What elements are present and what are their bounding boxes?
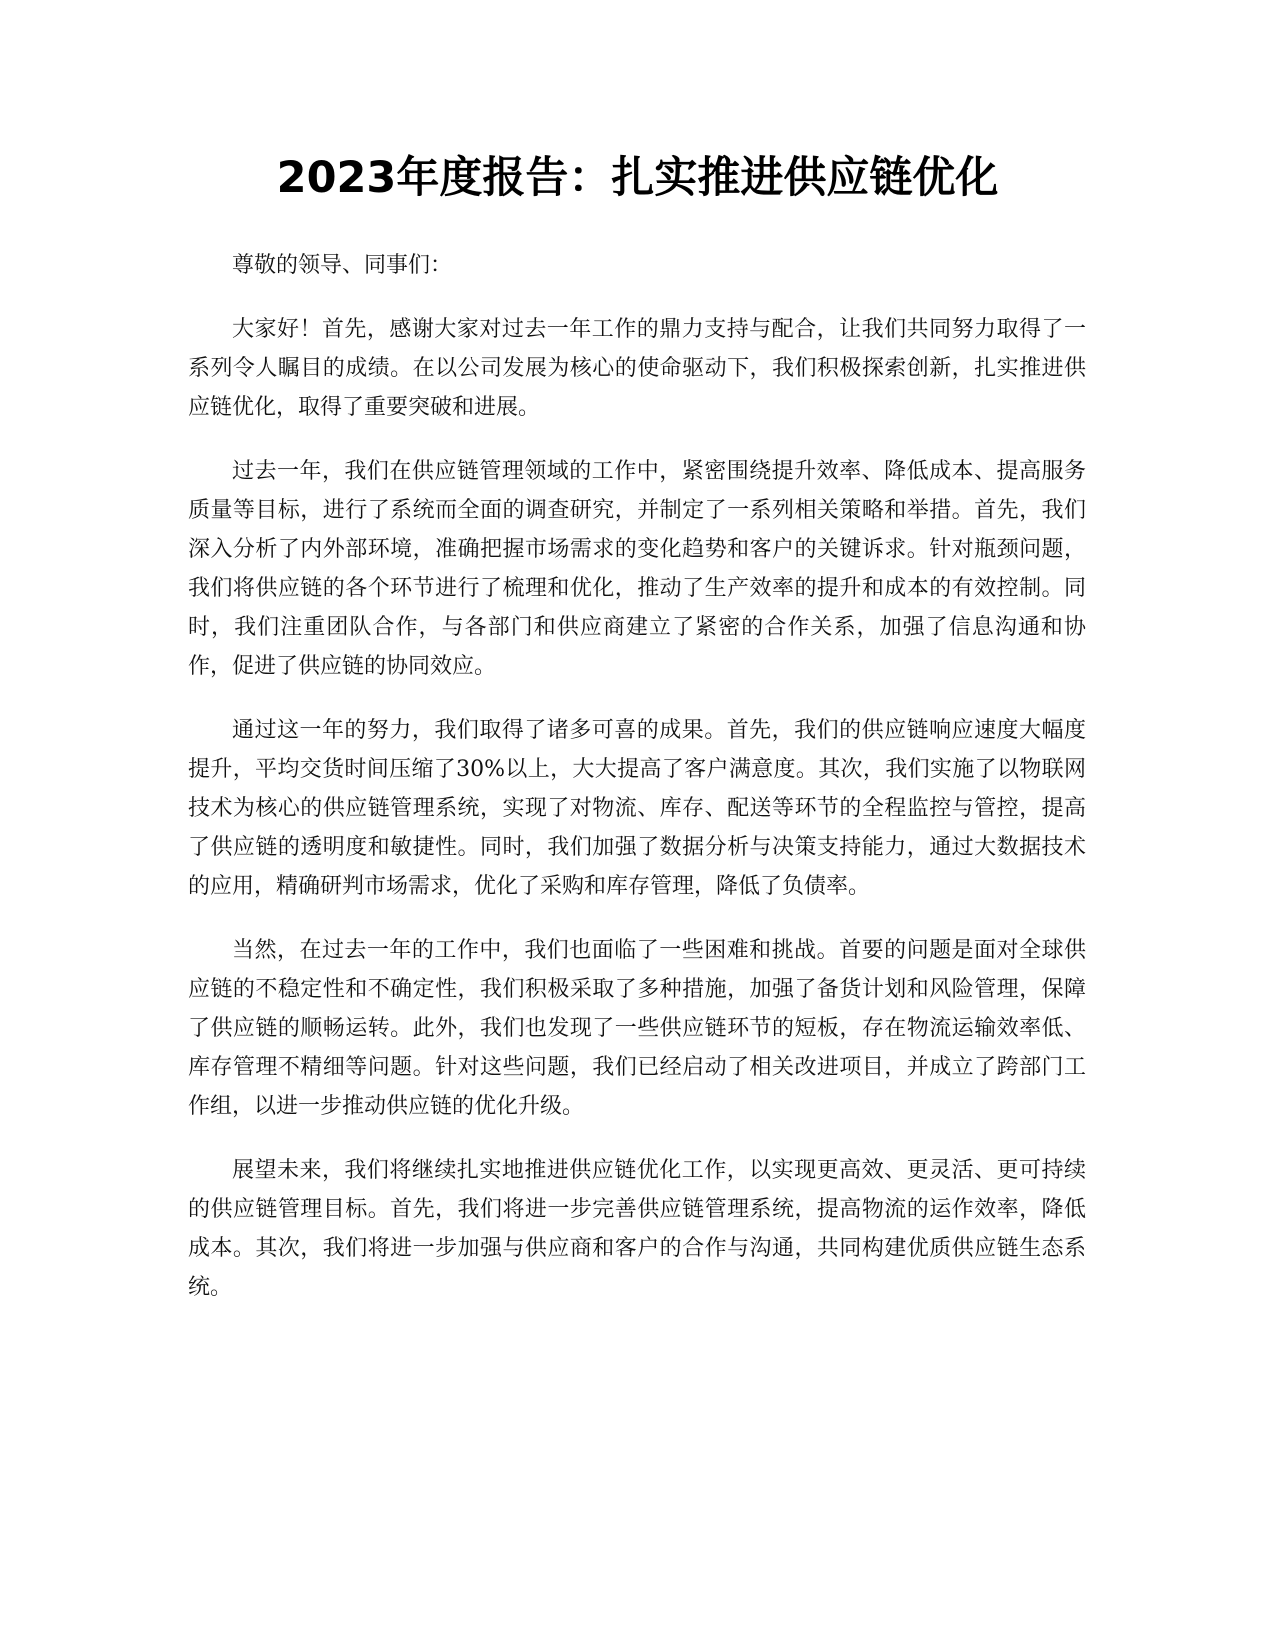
document-body (188, 246, 1086, 1332)
paragraph-achievements: 通过这一年的努力，我们取得了诸多可喜的成果。首先，我们的供应链响应速度大幅度提升，平均交货时间压缩了30%以上，大大提高了客户满意度。其次，我们实施了以物联网技术为核心的供应链管理系统，实现了对物流、库存、配送等环节的全程监控与管控，提高了供应链的透明度和敏捷性。同时，我们加强了数据分析与决策支持能力，通过大数据技术的应用，精确研判市场需求，优化了采购和库存管理，降低了负债率。 (188, 718, 1086, 899)
paragraph-outlook: 展望未来，我们将继续扎实地推进供应链优化工作，以实现更高效、更灵活、更可持续的供应链管理目标。首先，我们将进一步完善供应链管理系统，提高物流的运作效率，降低成本。其次，我们将进一步加强与供应商和客户的合作与沟通，共同构建优质供应链生态系统。 (188, 1158, 1086, 1300)
salutation: 尊敬的领导、同事们： (232, 253, 453, 278)
document-title: 2023年度报告：扎实推进供应链优化 (276, 153, 999, 203)
paragraph-intro: 大家好！首先，感谢大家对过去一年工作的鼎力支持与配合，让我们共同努力取得了一系列令人瞩目的成绩。在以公司发展为核心的使命驱动下，我们积极探索创新，扎实推进供应链优化，取得了重要突破和进展。 (188, 317, 1086, 420)
paragraph-work-review: 过去一年，我们在供应链管理领域的工作中，紧密围绕提升效率、降低成本、提高服务质量等目标，进行了系统而全面的调查研究，并制定了一系列相关策略和举措。首先，我们深入分析了内外部环境，准确把握市场需求的变化趋势和客户的关键诉求。针对瓶颈问题，我们将供应链的各个环节进行了梳理和优化，推动了生产效率的提升和成本的有效控制。同时，我们注重团队合作，与各部门和供应商建立了紧密的合作关系，加强了信息沟通和协作，促进了供应链的协同效应。 (188, 459, 1086, 679)
paragraph-challenges: 当然，在过去一年的工作中，我们也面临了一些困难和挑战。首要的问题是面对全球供应链的不稳定性和不确定性，我们积极采取了多种措施，加强了备货计划和风险管理，保障了供应链的顺畅运转。此外，我们也发现了一些供应链环节的短板，存在物流运输效率低、库存管理不精细等问题。针对这些问题，我们已经启动了相关改进项目，并成立了跨部门工作组，以进一步推动供应链的优化升级。 (188, 938, 1086, 1119)
